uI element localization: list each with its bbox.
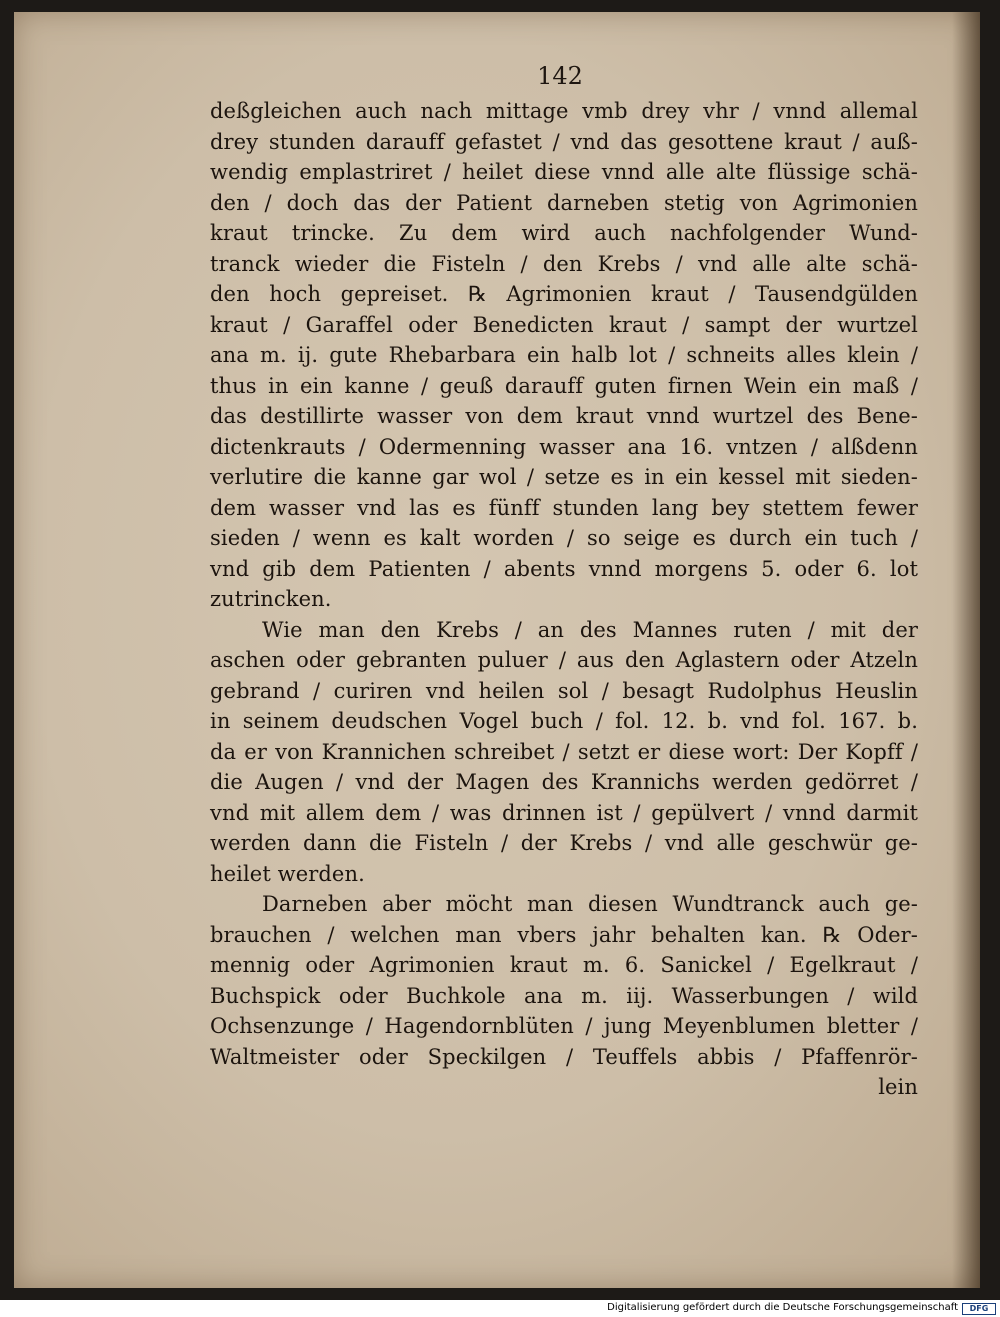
text-line: vnd gib dem Patienten / abents vnnd morgens 5. oder 6. lot	[210, 556, 918, 581]
text-line: brauchen / welchen man vbers jahr behalten kan. ℞ Oder-	[210, 922, 918, 947]
text-line: Wie man den Krebs / an des Mannes ruten / mit der	[262, 617, 918, 642]
dfg-logo: DFG	[962, 1303, 996, 1315]
footer-bar	[0, 1300, 1000, 1317]
text-line: gebrand / curiren vnd heilen sol / besagt Rudolphus Heuslin	[210, 678, 918, 703]
text-line: da er von Krannichen schreibet / setzt er diese wort: Der Kopff /	[210, 739, 918, 764]
text-line: vnd mit allem dem / was drinnen ist / gepülvert / vnnd darmit	[210, 800, 918, 825]
text-line: mennig oder Agrimonien kraut m. 6. Sanickel / Egelkraut /	[210, 953, 918, 977]
text-line: die Augen / vnd der Magen des Krannichs werden gedörret /	[210, 770, 918, 794]
text-line: Buchspick oder Buchkole ana m. iij. Wasserbungen / wild	[210, 983, 918, 1008]
text-line: zutrincken.	[210, 587, 332, 611]
text-line: den / doch das der Patient darneben stetig von Agrimonien	[210, 190, 918, 215]
page-text-block	[210, 96, 918, 1103]
text-line: dictenkrauts / Odermenning wasser ana 16. vntzen / alßdenn	[210, 434, 918, 459]
text-line: Darneben aber möcht man diesen Wundtranck auch ge-	[262, 892, 918, 916]
text-line: Ochsenzunge / Hagendornblüten / jung Meyenblumen bletter /	[210, 1014, 918, 1038]
text-line: drey stunden darauff gefastet / vnd das gesottene kraut / auß-	[210, 129, 918, 154]
text-line: in seinem deudschen Vogel buch / fol. 12. b. vnd fol. 167. b.	[210, 709, 918, 733]
funding-credit: Digitalisierung gefördert durch die Deutsche Forschungsgemeinschaft	[607, 1302, 958, 1313]
text-line: aschen oder gebranten puluer / aus den Aglastern oder Atzeln	[210, 648, 918, 672]
page-gutter-shadow	[952, 12, 980, 1288]
text-line: werden dann die Fisteln / der Krebs / vnd alle geschwür ge-	[210, 831, 918, 855]
text-line: den hoch gepreiset. ℞ Agrimonien kraut / Tausendgülden	[210, 282, 918, 306]
text-line: kraut trincke. Zu dem wird auch nachfolgender Wund-	[210, 221, 918, 245]
text-line: ana m. ij. gute Rhebarbara ein halb lot / schneits alles klein /	[210, 343, 918, 367]
text-line: thus in ein kanne / geuß darauff guten firnen Wein ein maß /	[210, 373, 918, 398]
text-line: sieden / wenn es kalt worden / so seige es durch ein tuch /	[210, 526, 918, 550]
text-line: heilet werden.	[210, 861, 365, 886]
text-line: dem wasser vnd las es fünff stunden lang bey stettem fewer	[210, 495, 918, 520]
text-line: deßgleichen auch nach mittage vmb drey vhr / vnnd allemal	[210, 99, 918, 123]
text-line: das destillirte wasser von dem kraut vnnd wurtzel des Bene-	[210, 404, 918, 428]
text-line: kraut / Garaffel oder Benedicten kraut / sampt der wurtzel	[210, 312, 918, 337]
page-number: 142	[537, 62, 583, 90]
text-line: Waltmeister oder Speckilgen / Teuffels abbis / Pfaffenrör-	[210, 1044, 918, 1069]
text-line: wendig emplastriret / heilet diese vnnd alle alte flüssige schä-	[210, 160, 918, 184]
text-line: verlutire die kanne gar wol / setze es in ein kessel mit sieden-	[210, 465, 918, 489]
text-line: lein	[878, 1075, 918, 1099]
text-line: tranck wieder die Fisteln / den Krebs / vnd alle alte schä-	[210, 251, 918, 276]
